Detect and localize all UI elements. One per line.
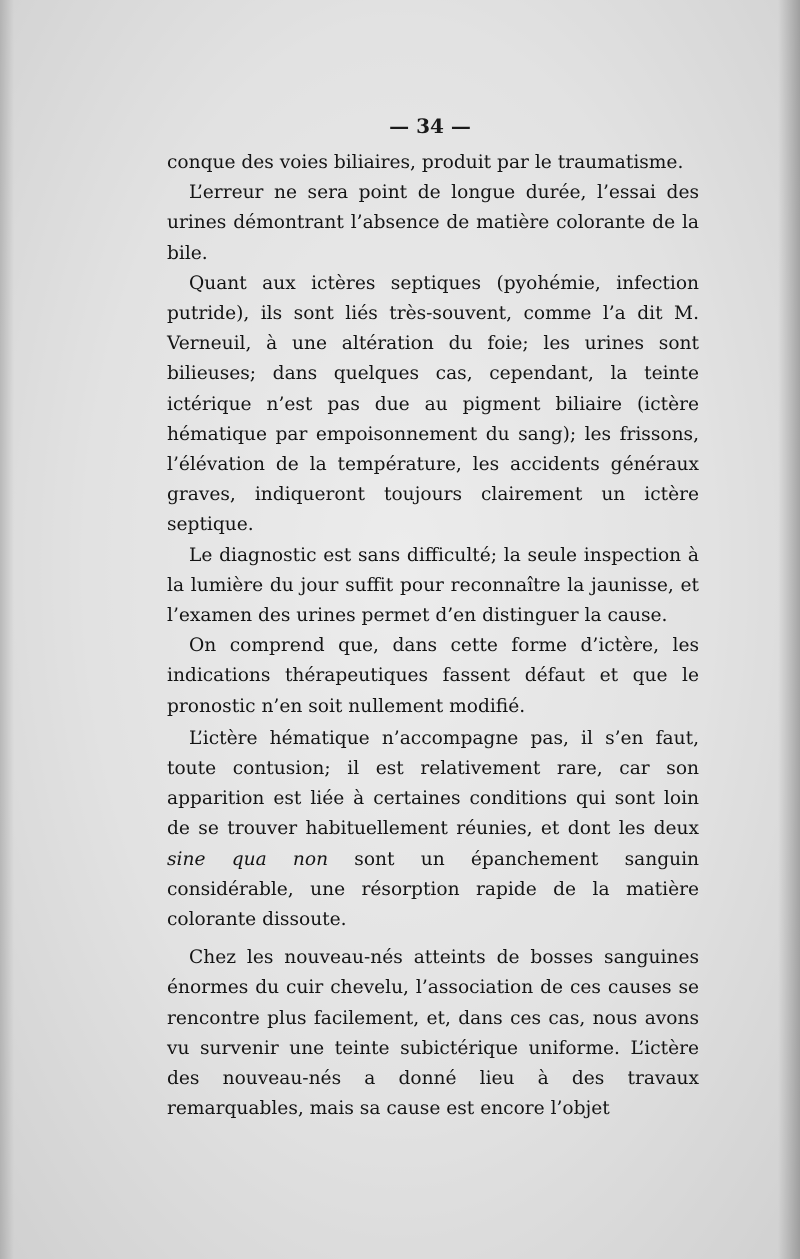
paragraph-5: On comprend que, dans cette forme d’ictère, les indications thérapeutiques fassent défaut et que le pronostic n’en soit nullement modifié. [167,635,699,717]
paragraph-3: Quant aux ictères septiques (pyohémie, infection putride), ils sont liés très-souvent, comme l’a dit M. Verneuil, à une altération du foie; les urines sont bilieuses; dans quelques cas, cependant, la teinte ictérique n’est pas due au pigment biliaire (ictère hématique par empoisonnement du sang); les frissons, l’élévation de la température, les accidents généraux graves, indiqueront toujours clairement un ictère septique. [167,272,699,536]
paragraph-7: Chez les nouveau-nés atteints de bosses sanguines énormes du cuir chevelu, l’association de ces causes se rencontre plus facilement, et, dans ces cas, nous avons vu survenir une teinte subictérique uniforme. L’ictère des nouveau-nés a donné lieu à des travaux remarquables, mais sa cause est encore l’objet [167,947,699,1120]
paragraph-6-tail: sont un épanchement sanguin considérable, une résorption rapide de la matière colorante dissoute. [167,848,699,931]
body-text [167,148,699,1125]
page-left-shadow [0,0,14,1259]
paragraph-4: Le diagnostic est sans difficulté; la seule inspection à la lumière du jour suffit pour reconnaître la jaunisse, et l’examen des urines permet d’en distinguer la cause. [167,544,699,627]
page-right-shadow [778,0,800,1259]
paragraph-1: conque des voies biliaires, produit par le traumatisme. [167,152,684,173]
paragraph-2: L’erreur ne sera point de longue durée, l’essai des urines démontrant l’absence de matière colorante de la bile. [167,182,699,264]
paragraph-6-italic: sine qua non [167,848,329,870]
page-number: — 34 — [389,114,471,138]
paragraph-6 [167,724,699,935]
paragraph-6-text: L’ictère hématique n’accompagne pas, il s’en faut, toute contusion; il est relativement rare, car son apparition est liée à certaines conditions qui sont loin de se trouver habituellement réunies, et dont les deux [167,727,699,840]
